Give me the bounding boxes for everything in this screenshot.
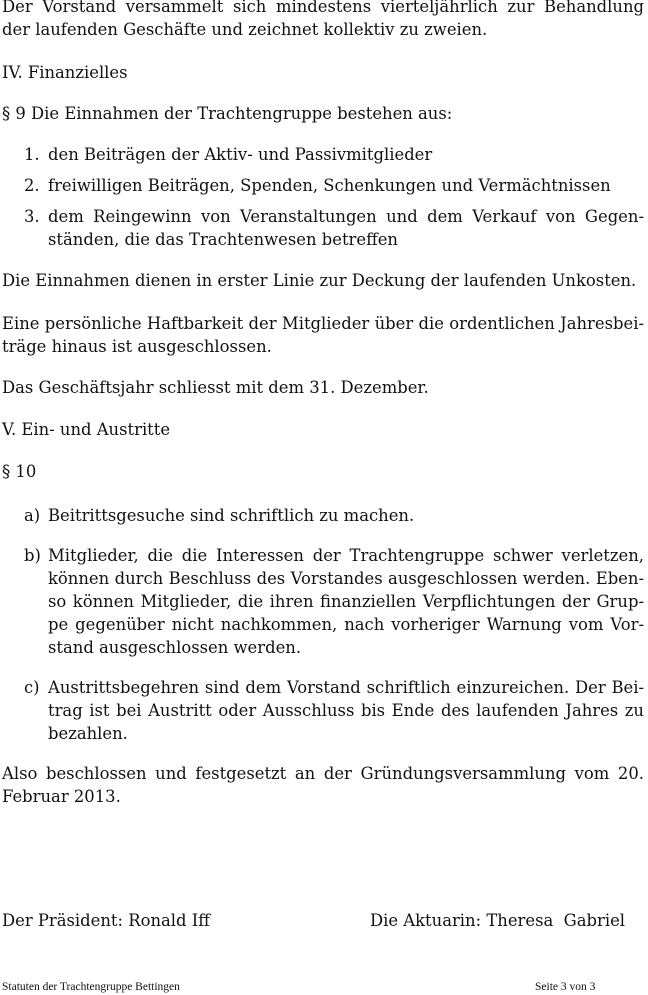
footer-document-title: Statuten der Trachtengruppe Bettingen	[2, 981, 180, 993]
list-item	[0, 544, 644, 659]
list-item-text: Austrittsbegehren sind dem Vorstand schriftlich einzureichen. Der Beitrag ist bei Austritt oder Ausschluss bis Ende des laufenden Jahres zu bezahlen.	[48, 678, 644, 743]
list-item-text: freiwilligen Beiträgen, Spenden, Schenkungen und Vermächtnissen	[48, 176, 611, 195]
section-heading-finances: IV. Finanzielles	[2, 63, 128, 82]
section-heading-membership: V. Ein- und Austritte	[2, 420, 171, 439]
list-item-number: b)	[24, 546, 41, 565]
fiscal-year-paragraph: Das Geschäftsjahr schliesst mit dem 31. Dezember.	[2, 378, 429, 397]
list-item-text: dem Reingewinn von Veranstaltungen und dem Verkauf von Gegenständen, die das Trachtenwesen betreffen	[48, 207, 644, 249]
president-signature: Der Präsident: Ronald Iff	[2, 911, 210, 930]
list-item	[0, 504, 644, 527]
list-item-text: den Beiträgen der Aktiv- und Passivmitglieder	[48, 145, 433, 164]
list-item	[0, 174, 644, 197]
footer-page-number: Seite 3 von 3	[535, 981, 596, 993]
paragraph-9-intro: § 9 Die Einnahmen der Trachtengruppe bestehen aus:	[2, 104, 453, 123]
income-list	[0, 143, 644, 251]
list-item-text: Beitrittsgesuche sind schriftlich zu machen.	[48, 506, 415, 525]
list-item-number: 3.	[24, 207, 40, 226]
list-item	[0, 205, 644, 251]
membership-list	[0, 504, 644, 745]
liability-paragraph: Eine persönliche Haftbarkeit der Mitglieder über die ordentlichen Jahresbeiträge hinaus ist ausgeschlossen.	[2, 314, 644, 356]
paragraph-10-title: § 10	[2, 462, 37, 481]
list-item-number: 2.	[24, 176, 40, 195]
intro-paragraph: Der Vorstand versammelt sich mindestens vierteljährlich zur Behandlung der laufenden Geschäfte und zeichnet kollektiv zu zweien.	[2, 0, 644, 39]
list-item-number: a)	[24, 506, 41, 525]
list-item-number: 1.	[24, 145, 40, 164]
income-use-paragraph: Die Einnahmen dienen in erster Linie zur Deckung der laufenden Unkosten.	[2, 271, 637, 290]
list-item	[0, 143, 644, 166]
list-item-text: Mitglieder, die die Interessen der Trachtengruppe schwer verletzen, können durch Beschluss des Vorstandes ausgeschlossen werden. Ebenso können Mitglieder, die ihren finanziellen Verpflichtungen der Gruppe gegenüber nicht nachkommen, nach vorheriger Warnung vom Vorstand ausgeschlossen werden.	[48, 546, 644, 657]
closing-paragraph: Also beschlossen und festgesetzt an der Gründungsversammlung vom 20. Februar 2013.	[2, 764, 644, 806]
secretary-signature: Die Aktuarin: Theresa Gabriel	[370, 911, 626, 930]
list-item	[0, 676, 644, 745]
list-item-number: c)	[24, 678, 40, 697]
